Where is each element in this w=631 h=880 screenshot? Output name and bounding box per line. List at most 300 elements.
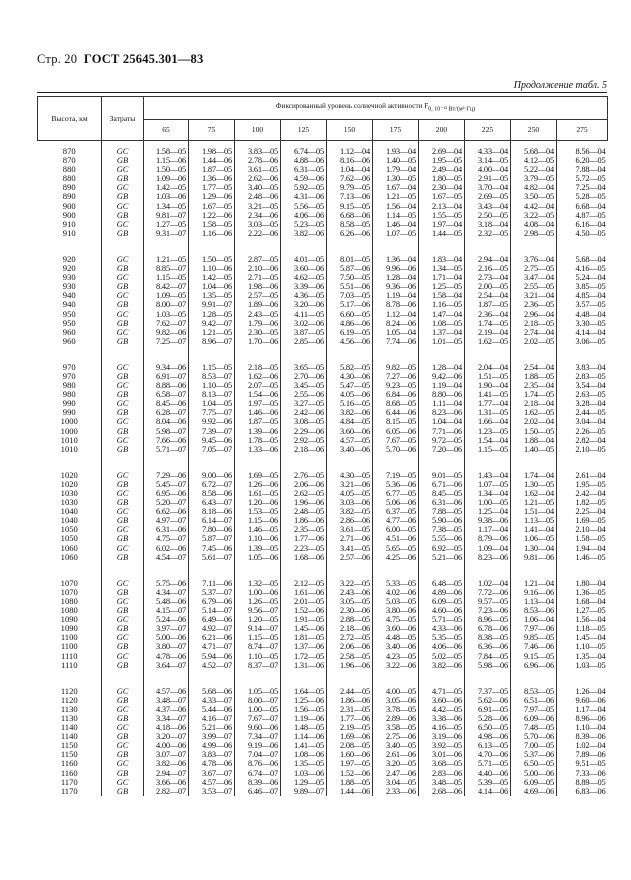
value-cell: 3.22—06: [373, 661, 419, 670]
table-row: [38, 588, 608, 597]
value-cell: 3.76—04: [511, 249, 557, 264]
spacer-cell: [511, 670, 557, 681]
table-row: [38, 211, 608, 220]
value-cell: 3.82—06: [419, 661, 465, 670]
value-cell: 5.02—05: [419, 652, 465, 661]
value-cell: 4.23—05: [373, 652, 419, 661]
value-cell: 3.60—06: [419, 696, 465, 705]
source-cell: GC: [102, 381, 144, 390]
value-cell: 1.36—06: [189, 174, 235, 183]
source-cell: GB: [102, 696, 144, 705]
spacer-cell: [557, 238, 608, 249]
value-cell: 5.22—04: [511, 165, 557, 174]
value-cell: 4.16—05: [419, 723, 465, 732]
height-cell: 930: [62, 272, 76, 283]
table-row: [38, 390, 608, 399]
height-cell: 1010: [60, 443, 78, 454]
value-cell: 9.00—06: [189, 465, 235, 480]
value-cell: 3.41—05: [327, 544, 373, 553]
source-cell: GB: [102, 498, 144, 507]
value-cell: 1.46—05: [235, 525, 281, 534]
value-cell: 4.15—07: [144, 606, 189, 615]
value-cell: 9.57—05: [465, 597, 511, 606]
column-header-225: 225: [465, 120, 511, 141]
spacer-cell: [38, 238, 102, 249]
value-cell: 1.21—05: [511, 498, 557, 507]
value-cell: 1.00—06: [235, 588, 281, 597]
data-table-container: [37, 96, 607, 796]
value-cell: 4.08—04: [511, 220, 557, 229]
value-cell: 7.88—04: [557, 165, 608, 174]
source-cell: GB: [102, 408, 144, 417]
value-cell: 6.28—07: [144, 408, 189, 417]
value-cell: 1.48—05: [281, 723, 327, 732]
value-cell: 1.26—04: [557, 681, 608, 696]
table-row: [38, 165, 608, 174]
value-cell: 3.05—05: [327, 597, 373, 606]
table-row: [38, 337, 608, 346]
value-cell: 3.64—07: [144, 661, 189, 670]
value-cell: 9.42—07: [189, 319, 235, 328]
height-cell: 1170: [60, 776, 78, 787]
value-cell: 2.10—04: [557, 525, 608, 534]
spacer-cell: [557, 670, 608, 681]
table-row: [38, 723, 608, 732]
value-cell: 3.18—04: [465, 220, 511, 229]
value-cell: 5.71—07: [144, 445, 189, 454]
value-cell: 2.54—04: [511, 357, 557, 372]
value-cell: 3.99—07: [189, 732, 235, 741]
value-cell: 6.09—06: [511, 714, 557, 723]
value-cell: 1.86—06: [327, 696, 373, 705]
source-cell: GB: [102, 750, 144, 759]
value-cell: 7.46—06: [511, 642, 557, 651]
value-cell: 1.46—05: [557, 553, 608, 562]
value-cell: 2.18—04: [511, 399, 557, 408]
value-cell: 9.36—06: [373, 282, 419, 291]
value-cell: 2.08—05: [327, 741, 373, 750]
value-cell: 6.91—07: [144, 372, 189, 381]
value-cell: 2.55—06: [281, 390, 327, 399]
value-cell: 1.47—04: [419, 310, 465, 319]
value-cell: 1.42—05: [144, 183, 189, 192]
value-cell: 5.98—07: [144, 427, 189, 436]
value-cell: 5.24—06: [144, 615, 189, 624]
source-cell: GC: [102, 633, 144, 642]
value-cell: 3.48—05: [419, 778, 465, 787]
table-row: [38, 642, 608, 651]
spacer-cell: [281, 238, 327, 249]
top-rule: [37, 92, 607, 93]
value-cell: 2.22—06: [235, 229, 281, 238]
value-cell: 6.48—05: [419, 573, 465, 588]
value-cell: 2.96—04: [511, 310, 557, 319]
value-cell: 2.44—05: [327, 681, 373, 696]
value-cell: 1.41—05: [465, 390, 511, 399]
spacer-cell: [144, 562, 189, 573]
table-row: [38, 525, 608, 534]
source-cell: GB: [102, 300, 144, 309]
value-cell: 6.50—05: [465, 723, 511, 732]
table-row: [38, 553, 608, 562]
value-cell: 2.94—04: [465, 249, 511, 264]
source-cell: GC: [102, 507, 144, 516]
spacer-cell: [557, 562, 608, 573]
value-cell: 9.82—06: [144, 328, 189, 337]
value-cell: 5.28—06: [465, 714, 511, 723]
value-cell: 3.30—05: [557, 319, 608, 328]
value-cell: 5.00—06: [511, 769, 557, 778]
value-cell: 2.34—06: [235, 211, 281, 220]
value-cell: 8.58—05: [327, 220, 373, 229]
value-cell: 1.68—06: [281, 553, 327, 562]
table-row: [38, 445, 608, 454]
height-cell: 1140: [60, 722, 78, 733]
value-cell: 1.89—06: [235, 300, 281, 309]
value-cell: 1.34—05: [144, 202, 189, 211]
value-cell: 4.57—06: [144, 681, 189, 696]
value-cell: 1.40—05: [511, 445, 557, 454]
table-row: [38, 507, 608, 516]
value-cell: 2.68—06: [419, 787, 465, 796]
table-row: [38, 732, 608, 741]
column-header-250: 250: [511, 120, 557, 141]
value-cell: 4.31—06: [281, 192, 327, 201]
value-cell: 5.20—07: [144, 498, 189, 507]
value-cell: 2.02—05: [511, 337, 557, 346]
source-cell: GC: [102, 705, 144, 714]
value-cell: 7.72—06: [465, 588, 511, 597]
value-cell: 9.16—06: [511, 588, 557, 597]
table-row: [38, 183, 608, 192]
value-cell: 1.04—06: [189, 282, 235, 291]
value-cell: 2.25—04: [557, 507, 608, 516]
value-cell: 5.45—07: [144, 480, 189, 489]
value-cell: 4.05—05: [327, 489, 373, 498]
value-cell: 1.37—06: [281, 642, 327, 651]
value-cell: 2.43—06: [327, 588, 373, 597]
spacer-cell: [281, 346, 327, 357]
spacer-cell: [102, 562, 144, 573]
value-cell: 2.82—07: [144, 787, 189, 796]
height-cell: 1080: [60, 595, 78, 606]
value-cell: 3.21—06: [327, 480, 373, 489]
value-cell: 1.95—05: [419, 156, 465, 165]
height-cell: 1150: [60, 740, 78, 751]
value-cell: 1.71—04: [419, 273, 465, 282]
height-cell: 1120: [60, 694, 78, 705]
value-cell: 5.37—07: [189, 588, 235, 597]
spacer-cell: [189, 346, 235, 357]
value-cell: 2.19—04: [465, 328, 511, 337]
value-cell: 1.96—06: [327, 661, 373, 670]
height-cell: 930: [62, 281, 76, 292]
table-row: [38, 516, 608, 525]
value-cell: 2.76—05: [281, 465, 327, 480]
value-cell: 1.01—05: [419, 337, 465, 346]
value-cell: 1.00—05: [465, 498, 511, 507]
value-cell: 1.67—04: [373, 183, 419, 192]
value-cell: 3.60—06: [373, 624, 419, 633]
value-cell: 6.14—07: [189, 516, 235, 525]
value-cell: 3.85—05: [557, 282, 608, 291]
value-cell: 1.54—04: [465, 436, 511, 445]
height-cell: 890: [62, 191, 76, 202]
value-cell: 7.05—07: [189, 445, 235, 454]
value-cell: 6.20—05: [557, 156, 608, 165]
value-cell: 7.34—07: [235, 732, 281, 741]
value-cell: 8.96—06: [557, 714, 608, 723]
value-cell: 1.21—05: [189, 328, 235, 337]
value-cell: 2.61—04: [557, 465, 608, 480]
table-row: [38, 156, 608, 165]
value-cell: 4.06—06: [419, 642, 465, 651]
value-cell: 7.67—05: [373, 436, 419, 445]
value-cell: 1.09—04: [465, 544, 511, 553]
value-cell: 3.08—05: [281, 417, 327, 426]
value-cell: 4.92—07: [189, 624, 235, 633]
value-cell: 1.50—05: [144, 165, 189, 174]
column-header-200: 200: [419, 120, 465, 141]
value-cell: 3.21—05: [235, 202, 281, 211]
value-cell: 2.18—05: [235, 357, 281, 372]
value-cell: 4.05—06: [327, 390, 373, 399]
table-row: [38, 192, 608, 201]
value-cell: 4.33—06: [419, 624, 465, 633]
value-cell: 2.26—05: [557, 427, 608, 436]
table-row: [38, 357, 608, 372]
value-cell: 1.77—06: [281, 534, 327, 543]
column-header-275: 275: [557, 120, 608, 141]
value-cell: 1.00—05: [235, 705, 281, 714]
value-cell: 5.47—05: [327, 381, 373, 390]
value-cell: 5.03—05: [373, 597, 419, 606]
height-cell: 910: [62, 227, 76, 238]
value-cell: 3.20—07: [144, 732, 189, 741]
spacer-cell: [38, 454, 102, 465]
height-cell: 1020: [60, 478, 78, 489]
value-cell: 9.31—07: [144, 229, 189, 238]
value-cell: 9.81—07: [144, 211, 189, 220]
value-cell: 5.06—06: [373, 498, 419, 507]
table-row: [38, 427, 608, 436]
value-cell: 9.01—05: [419, 465, 465, 480]
value-cell: 2.87—05: [235, 249, 281, 264]
value-cell: 1.03—05: [557, 661, 608, 670]
value-cell: 1.18—05: [557, 624, 608, 633]
value-cell: 1.50—05: [511, 427, 557, 436]
value-cell: 1.04—04: [419, 417, 465, 426]
source-cell: GB: [102, 192, 144, 201]
value-cell: 3.80—07: [144, 642, 189, 651]
value-cell: 5.87—06: [327, 264, 373, 273]
value-cell: 9.19—06: [235, 741, 281, 750]
value-cell: 4.02—06: [373, 588, 419, 597]
height-cell: 1110: [60, 659, 78, 670]
value-cell: 1.15—05: [235, 633, 281, 642]
value-cell: 1.02—04: [465, 573, 511, 588]
spacer-cell: [373, 454, 419, 465]
spacer-cell: [281, 454, 327, 465]
height-cell: 950: [62, 308, 76, 319]
value-cell: 4.57—05: [327, 436, 373, 445]
value-cell: 8.88—06: [144, 381, 189, 390]
value-cell: 2.02—04: [511, 417, 557, 426]
value-cell: 1.15—06: [235, 516, 281, 525]
height-cell: 940: [62, 299, 76, 310]
value-cell: 1.52—06: [327, 769, 373, 778]
value-cell: 5.82—05: [327, 357, 373, 372]
value-cell: 2.89—06: [373, 714, 419, 723]
source-cell: GC: [102, 273, 144, 282]
table-row: [38, 229, 608, 238]
value-cell: 1.88—05: [327, 778, 373, 787]
value-cell: 5.35—05: [419, 633, 465, 642]
value-cell: 2.42—04: [557, 489, 608, 498]
value-cell: 1.25—05: [419, 282, 465, 291]
value-cell: 1.97—05: [235, 399, 281, 408]
source-cell: GB: [102, 229, 144, 238]
value-cell: 3.83—04: [557, 357, 608, 372]
value-cell: 8.85—07: [144, 264, 189, 273]
table-row: [38, 759, 608, 768]
value-cell: 4.00—04: [465, 165, 511, 174]
value-cell: 1.88—05: [511, 372, 557, 381]
fixed-level-title: Фиксированный уровень солнечной активности F: [275, 101, 429, 110]
spacer-cell: [465, 562, 511, 573]
spacer-cell: [235, 454, 281, 465]
value-cell: 7.71—06: [419, 427, 465, 436]
height-cell: 1010: [60, 434, 78, 445]
value-cell: 7.04—07: [235, 750, 281, 759]
value-cell: 1.45—06: [281, 624, 327, 633]
spacer-cell: [327, 670, 373, 681]
spacer-cell: [38, 562, 102, 573]
column-header-65: 65: [144, 120, 189, 141]
height-cell: 960: [62, 335, 76, 346]
value-cell: 8.18—06: [189, 507, 235, 516]
value-cell: 1.81—05: [281, 633, 327, 642]
value-cell: 1.05—04: [373, 328, 419, 337]
value-cell: 1.21—04: [511, 573, 557, 588]
value-cell: 1.21—05: [144, 249, 189, 264]
value-cell: 4.87—05: [557, 211, 608, 220]
value-cell: 3.40—06: [327, 445, 373, 454]
source-cell: GC: [102, 615, 144, 624]
value-cell: 1.03—06: [281, 769, 327, 778]
value-cell: 5.68—04: [511, 141, 557, 157]
height-cell: 1000: [60, 425, 78, 436]
value-cell: 1.40—05: [373, 156, 419, 165]
value-cell: 6.49—06: [189, 615, 235, 624]
value-cell: 1.29—06: [189, 192, 235, 201]
source-cell: GC: [102, 436, 144, 445]
source-cell: GB: [102, 588, 144, 597]
value-cell: 5.61—07: [189, 553, 235, 562]
value-cell: 5.94—06: [189, 652, 235, 661]
value-cell: 3.34—07: [144, 714, 189, 723]
value-cell: 7.74—06: [373, 337, 419, 346]
height-cell: 1030: [60, 497, 78, 508]
value-cell: 4.78—06: [144, 652, 189, 661]
value-cell: 3.60—06: [327, 427, 373, 436]
value-cell: 3.82—05: [327, 507, 373, 516]
table-row: [38, 436, 608, 445]
spacer-cell: [235, 346, 281, 357]
spacer-cell: [189, 238, 235, 249]
value-cell: 1.22—06: [189, 211, 235, 220]
value-cell: 8.23—06: [465, 553, 511, 562]
value-cell: 2.04—04: [465, 357, 511, 372]
value-cell: 6.02—06: [144, 544, 189, 553]
value-cell: 6.09—05: [419, 597, 465, 606]
value-cell: 1.03—06: [144, 192, 189, 201]
value-cell: 1.60—06: [327, 750, 373, 759]
value-cell: 1.44—06: [189, 156, 235, 165]
value-cell: 5.24—04: [557, 273, 608, 282]
value-cell: 1.98—06: [235, 282, 281, 291]
value-cell: 2.92—05: [281, 436, 327, 445]
value-cell: 4.42—05: [419, 705, 465, 714]
value-cell: 1.62—04: [511, 489, 557, 498]
value-cell: 8.42—07: [144, 282, 189, 291]
value-cell: 1.31—05: [465, 408, 511, 417]
value-cell: 4.30—05: [327, 465, 373, 480]
value-cell: 3.40—05: [373, 741, 419, 750]
height-cell: 1030: [60, 488, 78, 498]
value-cell: 8.53—06: [511, 606, 557, 615]
value-cell: 2.73—04: [465, 273, 511, 282]
value-cell: 1.53—05: [235, 507, 281, 516]
height-cell: 1100: [60, 632, 78, 643]
value-cell: 1.56—04: [557, 615, 608, 624]
value-cell: 3.40—06: [373, 642, 419, 651]
value-cell: 1.62—05: [511, 408, 557, 417]
table-row: [38, 291, 608, 300]
value-cell: 2.42—06: [281, 408, 327, 417]
column-header-150: 150: [327, 120, 373, 141]
value-cell: 3.97—07: [144, 624, 189, 633]
value-cell: 6.71—06: [419, 480, 465, 489]
value-cell: 3.83—05: [235, 141, 281, 157]
spacer-cell: [511, 454, 557, 465]
value-cell: 1.05—05: [235, 681, 281, 696]
value-cell: 3.22—05: [511, 211, 557, 220]
value-cell: 1.26—05: [235, 597, 281, 606]
value-cell: 7.20—06: [419, 445, 465, 454]
source-cell: GB: [102, 480, 144, 489]
spacer-cell: [144, 346, 189, 357]
value-cell: 2.43—05: [235, 310, 281, 319]
value-cell: 1.20—05: [235, 615, 281, 624]
source-cell: GB: [102, 282, 144, 291]
value-cell: 1.82—05: [557, 498, 608, 507]
value-cell: 1.30—04: [511, 544, 557, 553]
value-cell: 9.34—06: [144, 357, 189, 372]
value-cell: 3.83—07: [189, 750, 235, 759]
value-cell: 7.27—06: [373, 372, 419, 381]
fixed-level-unit: 0, 10⁻²² Вт/(м²·Гц): [428, 106, 476, 113]
value-cell: 1.15—05: [189, 357, 235, 372]
value-cell: 4.00—05: [373, 681, 419, 696]
source-cell: GB: [102, 264, 144, 273]
height-cell: 1070: [60, 577, 78, 588]
value-cell: 6.77—05: [373, 489, 419, 498]
source-cell: GB: [102, 534, 144, 543]
value-cell: 3.79—05: [511, 174, 557, 183]
value-cell: 1.74—05: [465, 319, 511, 328]
value-cell: 3.61—05: [235, 165, 281, 174]
